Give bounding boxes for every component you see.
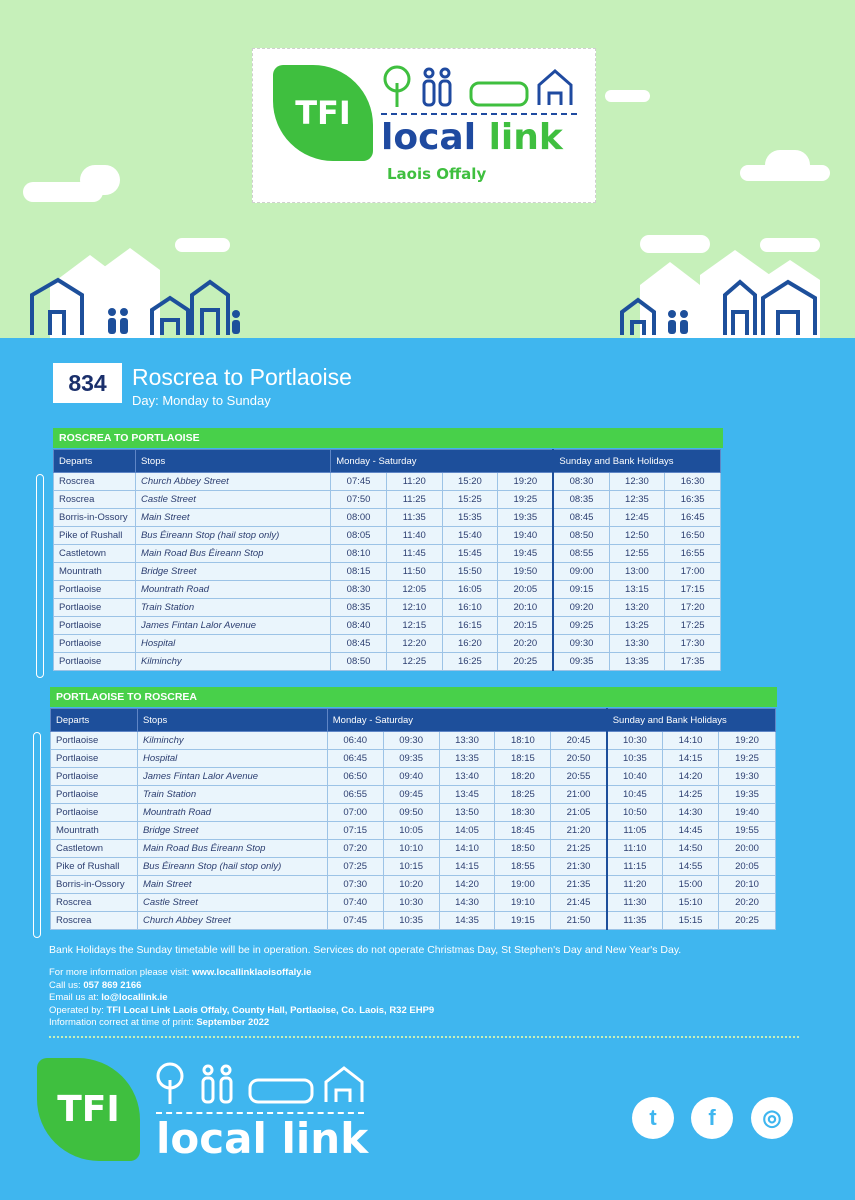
footer-local-link-wordmark (156, 1114, 368, 1163)
stop-name: Main Street (135, 509, 330, 527)
departure-time: 07:40 (327, 894, 383, 912)
timetable-row (54, 563, 721, 581)
departure-time: 19:55 (719, 822, 776, 840)
departure-time: 20:50 (551, 750, 607, 768)
stop-name: Castle Street (135, 491, 330, 509)
departure-time: 16:20 (442, 635, 498, 653)
departure-time: 13:00 (609, 563, 665, 581)
departure-time: 11:30 (607, 894, 663, 912)
departure-time: 10:30 (383, 894, 439, 912)
departs-town: Pike of Rushall (51, 858, 138, 876)
departure-time: 09:40 (383, 768, 439, 786)
departure-time: 07:45 (327, 912, 383, 930)
stop-name: Main Road Bus Éireann Stop (137, 840, 327, 858)
departs-town: Portlaoise (54, 635, 136, 653)
departs-town: Portlaoise (51, 750, 138, 768)
departure-time: 19:25 (719, 750, 776, 768)
route-title: Roscrea to Portlaoise (132, 364, 352, 390)
departure-time: 09:50 (383, 804, 439, 822)
instagram-icon[interactable]: ◎ (751, 1097, 793, 1139)
timetable-row (51, 822, 776, 840)
departure-time: 11:50 (386, 563, 442, 581)
logo-divider (381, 113, 577, 115)
timetable-row (51, 732, 776, 750)
departs-town: Castletown (51, 840, 138, 858)
timetable-row (51, 840, 776, 858)
departure-time: 08:15 (331, 563, 387, 581)
timetable-row (51, 858, 776, 876)
departure-time: 14:15 (663, 750, 719, 768)
departure-time: 14:20 (439, 876, 495, 894)
departure-time: 06:45 (327, 750, 383, 768)
departure-time: 10:35 (383, 912, 439, 930)
stop-name: Bridge Street (135, 563, 330, 581)
departure-time: 13:15 (609, 581, 665, 599)
departure-time: 12:35 (609, 491, 665, 509)
footer-tfi-logo (37, 1058, 140, 1161)
departure-time: 13:30 (609, 635, 665, 653)
timetable-row (54, 473, 721, 491)
departure-time: 11:05 (607, 822, 663, 840)
departure-time: 21:45 (551, 894, 607, 912)
departure-time: 18:50 (495, 840, 551, 858)
tfi-logo (273, 65, 373, 161)
departs-town: Roscrea (51, 894, 138, 912)
departure-time: 08:35 (331, 599, 387, 617)
stop-name: Train Station (137, 786, 327, 804)
departure-time: 15:50 (442, 563, 498, 581)
departure-time: 19:35 (498, 509, 554, 527)
departure-time: 09:25 (553, 617, 609, 635)
timetable-row (51, 876, 776, 894)
timetable-row (54, 617, 721, 635)
departure-time: 21:05 (551, 804, 607, 822)
departure-time: 11:35 (607, 912, 663, 930)
departure-time: 14:30 (439, 894, 495, 912)
local-link-wordmark (381, 117, 563, 158)
cloud (605, 90, 650, 102)
stop-name: Main Road Bus Éireann Stop (135, 545, 330, 563)
departure-time: 08:05 (331, 527, 387, 545)
departs-town: Portlaoise (54, 617, 136, 635)
departure-time: 09:30 (383, 732, 439, 750)
departure-time: 11:35 (386, 509, 442, 527)
footer-tree-people-bus-house-icon (150, 1060, 370, 1110)
departure-time: 12:45 (609, 509, 665, 527)
departure-time: 07:50 (331, 491, 387, 509)
print-label: Information correct at time of print: (49, 1017, 197, 1028)
timetable-row (51, 768, 776, 786)
departs-town: Portlaoise (51, 786, 138, 804)
stop-name: Church Abbey Street (137, 912, 327, 930)
region-name: Laois Offaly (387, 165, 487, 183)
departure-time: 13:35 (439, 750, 495, 768)
col-weekday: Monday - Saturday (327, 709, 606, 732)
departure-time: 19:15 (495, 912, 551, 930)
departure-time: 07:00 (327, 804, 383, 822)
departure-time: 06:55 (327, 786, 383, 804)
departure-time: 20:45 (551, 732, 607, 750)
stop-name: Kilminchy (137, 732, 327, 750)
departure-time: 16:45 (665, 509, 721, 527)
departure-time: 19:00 (495, 876, 551, 894)
timetable-roscrea-to-portlaoise (53, 449, 721, 671)
timetable-row (54, 581, 721, 599)
col-sunday: Sunday and Bank Holidays (607, 709, 776, 732)
departure-time: 13:45 (439, 786, 495, 804)
col-sunday: Sunday and Bank Holidays (553, 450, 720, 473)
departure-time: 20:55 (551, 768, 607, 786)
departs-town: Portlaoise (54, 581, 136, 599)
timetable-row (51, 750, 776, 768)
departure-time: 10:30 (607, 732, 663, 750)
departure-time: 20:00 (719, 840, 776, 858)
departure-time: 10:40 (607, 768, 663, 786)
col-stops: Stops (137, 709, 327, 732)
stop-name: Main Street (137, 876, 327, 894)
departure-time: 20:05 (719, 858, 776, 876)
col-departs: Departs (54, 450, 136, 473)
departure-time: 20:05 (498, 581, 554, 599)
departure-time: 12:15 (386, 617, 442, 635)
departure-time: 16:15 (442, 617, 498, 635)
departure-time: 17:00 (665, 563, 721, 581)
departure-time: 06:40 (327, 732, 383, 750)
departure-time: 12:10 (386, 599, 442, 617)
stop-name: Bus Éireann Stop (hail stop only) (135, 527, 330, 545)
departure-time: 14:15 (439, 858, 495, 876)
departure-time: 10:35 (607, 750, 663, 768)
operator-name: TFI Local Link Laois Offaly, County Hall, Portlaoise, Co. Laois, R32 EHP9 (106, 1004, 435, 1016)
route-line-rail (36, 474, 44, 678)
departure-time: 18:25 (495, 786, 551, 804)
departure-time: 21:00 (551, 786, 607, 804)
timetable-row (54, 599, 721, 617)
departure-time: 07:45 (331, 473, 387, 491)
departure-time: 19:50 (498, 563, 554, 581)
departure-time: 13:40 (439, 768, 495, 786)
timetable-row (51, 912, 776, 930)
departure-time: 10:45 (607, 786, 663, 804)
departure-time: 06:50 (327, 768, 383, 786)
departure-time: 20:15 (498, 617, 554, 635)
departure-time: 15:20 (442, 473, 498, 491)
col-weekday: Monday - Saturday (331, 450, 554, 473)
departure-time: 15:35 (442, 509, 498, 527)
departure-time: 09:35 (383, 750, 439, 768)
departure-time: 11:20 (386, 473, 442, 491)
departure-time: 08:50 (331, 653, 387, 671)
departure-time: 18:15 (495, 750, 551, 768)
departure-time: 15:25 (442, 491, 498, 509)
departure-time: 08:45 (553, 509, 609, 527)
departure-time: 21:35 (551, 876, 607, 894)
tfi-logo-text: TFI (295, 94, 351, 132)
departure-time: 09:00 (553, 563, 609, 581)
departure-time: 19:35 (719, 786, 776, 804)
departure-time: 17:25 (665, 617, 721, 635)
twitter-icon[interactable]: t (632, 1097, 674, 1139)
departure-time: 19:40 (498, 527, 554, 545)
departure-time: 09:15 (553, 581, 609, 599)
departure-time: 11:40 (386, 527, 442, 545)
footer-tfi-text: TFI (57, 1089, 120, 1130)
departure-time: 11:25 (386, 491, 442, 509)
departure-time: 09:30 (553, 635, 609, 653)
departure-time: 09:20 (553, 599, 609, 617)
departure-time: 14:10 (439, 840, 495, 858)
departure-time: 21:30 (551, 858, 607, 876)
stop-name: Mountrath Road (137, 804, 327, 822)
departs-town: Portlaoise (51, 804, 138, 822)
timetable-row (54, 545, 721, 563)
tree-people-bus-house-icon (377, 63, 587, 113)
stop-name: Hospital (137, 750, 327, 768)
departure-time: 18:20 (495, 768, 551, 786)
departure-time: 11:15 (607, 858, 663, 876)
departs-town: Roscrea (51, 912, 138, 930)
departure-time: 12:20 (386, 635, 442, 653)
departs-town: Castletown (54, 545, 136, 563)
departure-time: 08:30 (553, 473, 609, 491)
departs-town: Portlaoise (54, 653, 136, 671)
departure-time: 17:30 (665, 635, 721, 653)
departure-time: 20:25 (719, 912, 776, 930)
departure-time: 17:20 (665, 599, 721, 617)
departure-time: 10:20 (383, 876, 439, 894)
departure-time: 12:05 (386, 581, 442, 599)
departure-time: 16:30 (665, 473, 721, 491)
departs-town: Mountrath (51, 822, 138, 840)
departure-time: 18:10 (495, 732, 551, 750)
timetable-row (54, 635, 721, 653)
timetable-row (51, 804, 776, 822)
departure-time: 19:10 (495, 894, 551, 912)
call-label: Call us: (49, 979, 84, 991)
phone-number[interactable]: 057 869 2166 (83, 979, 142, 991)
departure-time: 20:20 (719, 894, 776, 912)
local-link-logo (252, 48, 596, 203)
departure-time: 14:50 (663, 840, 719, 858)
departure-time: 07:30 (327, 876, 383, 894)
col-departs: Departs (51, 709, 138, 732)
cloud (765, 150, 810, 180)
departure-time: 11:10 (607, 840, 663, 858)
table1-heading: ROSCREA TO PORTLAOISE (53, 428, 723, 448)
stop-name: Kilminchy (135, 653, 330, 671)
departure-time: 15:00 (663, 876, 719, 894)
stop-name: Bus Éireann Stop (hail stop only) (137, 858, 327, 876)
departure-time: 14:45 (663, 822, 719, 840)
departure-time: 14:20 (663, 768, 719, 786)
departure-time: 08:50 (553, 527, 609, 545)
departs-town: Portlaoise (51, 732, 138, 750)
houses-right-illustration (600, 240, 840, 338)
timetable-row (54, 491, 721, 509)
stop-name: James Fintan Lalor Avenue (137, 768, 327, 786)
departs-town: Portlaoise (51, 768, 138, 786)
departure-time: 21:25 (551, 840, 607, 858)
departure-time: 12:25 (386, 653, 442, 671)
departure-time: 13:35 (609, 653, 665, 671)
departure-time: 16:50 (665, 527, 721, 545)
stop-name: Castle Street (137, 894, 327, 912)
departure-time: 07:15 (327, 822, 383, 840)
departure-time: 14:55 (663, 858, 719, 876)
stop-name: Mountrath Road (135, 581, 330, 599)
departure-time: 10:10 (383, 840, 439, 858)
departure-time: 21:20 (551, 822, 607, 840)
departure-time: 16:05 (442, 581, 498, 599)
departure-time: 13:25 (609, 617, 665, 635)
col-stops: Stops (135, 450, 330, 473)
departs-town: Pike of Rushall (54, 527, 136, 545)
departure-time: 14:10 (663, 732, 719, 750)
departure-time: 14:35 (439, 912, 495, 930)
footer-local-word: local (156, 1114, 267, 1163)
timetable-portlaoise-to-roscrea (50, 708, 776, 930)
departure-time: 16:35 (665, 491, 721, 509)
departure-time: 12:30 (609, 473, 665, 491)
departure-time: 17:35 (665, 653, 721, 671)
departure-time: 18:45 (495, 822, 551, 840)
stop-name: Train Station (135, 599, 330, 617)
departure-time: 20:25 (498, 653, 554, 671)
departs-town: Roscrea (54, 491, 136, 509)
departs-town: Borris-in-Ossory (54, 509, 136, 527)
timetable-row (54, 527, 721, 545)
departure-time: 20:20 (498, 635, 554, 653)
link-word: link (488, 117, 563, 158)
departure-time: 10:50 (607, 804, 663, 822)
departure-time: 20:10 (498, 599, 554, 617)
departure-time: 18:55 (495, 858, 551, 876)
departure-time: 20:10 (719, 876, 776, 894)
departure-time: 07:20 (327, 840, 383, 858)
departure-time: 08:40 (331, 617, 387, 635)
departure-time: 11:45 (386, 545, 442, 563)
route-days: Day: Monday to Sunday (132, 393, 271, 408)
local-word: local (381, 117, 477, 158)
print-date: September 2022 (196, 1017, 270, 1028)
departure-time: 16:55 (665, 545, 721, 563)
stop-name: Bridge Street (137, 822, 327, 840)
contact-info (49, 967, 434, 1030)
departure-time: 08:35 (553, 491, 609, 509)
email-link[interactable]: lo@locallink.ie (101, 992, 168, 1003)
departure-time: 13:30 (439, 732, 495, 750)
houses-left-illustration (20, 240, 280, 338)
departs-town: Borris-in-Ossory (51, 876, 138, 894)
departure-time: 19:20 (719, 732, 776, 750)
cloud (80, 165, 120, 195)
departure-time: 14:25 (663, 786, 719, 804)
footer-divider (49, 1036, 799, 1038)
departure-time: 16:25 (442, 653, 498, 671)
stop-name: James Fintan Lalor Avenue (135, 617, 330, 635)
departure-time: 17:15 (665, 581, 721, 599)
departs-town: Mountrath (54, 563, 136, 581)
departure-time: 19:30 (719, 768, 776, 786)
departure-time: 15:40 (442, 527, 498, 545)
stop-name: Church Abbey Street (135, 473, 330, 491)
departure-time: 19:40 (719, 804, 776, 822)
departure-time: 13:50 (439, 804, 495, 822)
departure-time: 11:20 (607, 876, 663, 894)
departure-time: 07:25 (327, 858, 383, 876)
footer-link-word: link (281, 1114, 369, 1163)
departure-time: 12:50 (609, 527, 665, 545)
route-line-rail (33, 732, 41, 938)
departure-time: 09:35 (553, 653, 609, 671)
email-label: Email us at: (49, 992, 102, 1003)
departure-time: 19:45 (498, 545, 554, 563)
departure-time: 15:15 (663, 912, 719, 930)
website-link[interactable]: www.locallinklaoisoffaly.ie (192, 967, 312, 978)
departure-time: 12:55 (609, 545, 665, 563)
facebook-icon[interactable]: f (691, 1097, 733, 1139)
departure-time: 10:05 (383, 822, 439, 840)
departure-time: 08:55 (553, 545, 609, 563)
operated-label: Operated by: (49, 1004, 107, 1016)
departure-time: 10:15 (383, 858, 439, 876)
timetable-row (54, 509, 721, 527)
route-number: 834 (53, 363, 122, 403)
departure-time: 08:30 (331, 581, 387, 599)
departure-time: 19:25 (498, 491, 554, 509)
departure-time: 08:45 (331, 635, 387, 653)
departure-time: 08:00 (331, 509, 387, 527)
departure-time: 09:45 (383, 786, 439, 804)
info-label: For more information please visit: (49, 967, 193, 978)
departure-time: 08:10 (331, 545, 387, 563)
timetable-row (51, 894, 776, 912)
departure-time: 16:10 (442, 599, 498, 617)
departs-town: Roscrea (54, 473, 136, 491)
bank-holiday-note: Bank Holidays the Sunday timetable will be in operation. Services do not operate Christmas Day, St Stephen's Day and New Year's Day. (49, 944, 682, 956)
departure-time: 14:30 (663, 804, 719, 822)
departure-time: 15:45 (442, 545, 498, 563)
departure-time: 18:30 (495, 804, 551, 822)
departure-time: 14:05 (439, 822, 495, 840)
table2-heading: PORTLAOISE TO ROSCREA (50, 687, 777, 707)
timetable-row (51, 786, 776, 804)
stop-name: Hospital (135, 635, 330, 653)
departure-time: 15:10 (663, 894, 719, 912)
departure-time: 13:20 (609, 599, 665, 617)
departure-time: 19:20 (498, 473, 554, 491)
departure-time: 21:50 (551, 912, 607, 930)
departs-town: Portlaoise (54, 599, 136, 617)
timetable-row (54, 653, 721, 671)
